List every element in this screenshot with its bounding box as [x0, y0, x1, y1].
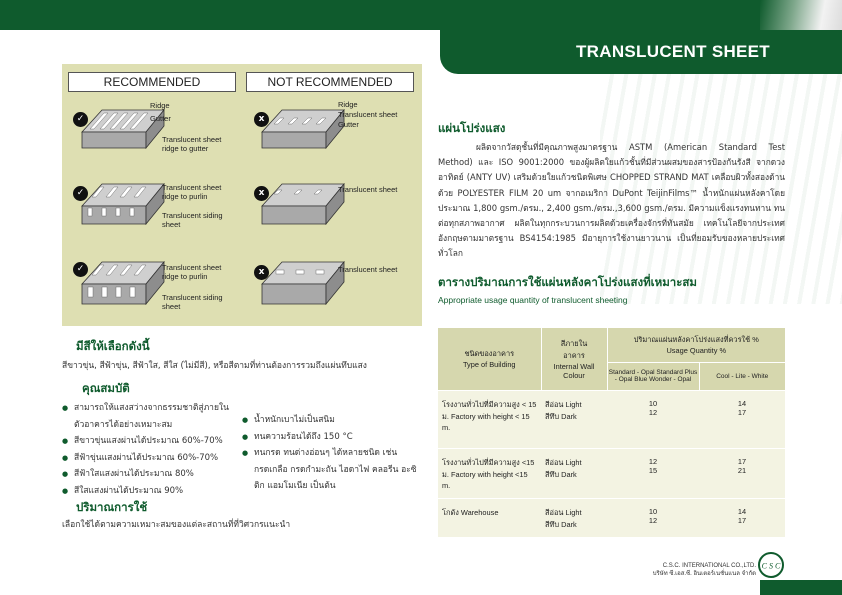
list-item: ● สีใสแสงผ่านได้ประมาณ 90% — [62, 483, 232, 500]
not-recommended-header: NOT RECOMMENDED — [246, 72, 414, 92]
cross-icon: x — [254, 112, 269, 127]
roof-diagram-panel — [62, 64, 422, 326]
header-usage-quantity: ปริมาณแผ่นหลังคาโปร่งแสงที่ควรใช้ % Usage Quantity % — [607, 328, 785, 362]
label-translucent-siding: Translucent siding sheet — [162, 293, 223, 311]
cross-icon: x — [254, 265, 269, 280]
table-row — [438, 390, 785, 448]
label-gutter: Gutter — [338, 120, 359, 129]
title-bar — [440, 30, 842, 74]
company-name-en: C.S.C. INTERNATIONAL CO.,LTD. — [662, 563, 756, 569]
table-row — [438, 498, 785, 537]
list-item: ● สีขาวขุ่นแสงผ่านได้ประมาณ 60%-70% — [62, 433, 232, 450]
label-translucent-siding: Translucent siding sheet — [162, 211, 223, 229]
label-translucent-sheet: Translucent sheet — [338, 265, 398, 274]
cell-qty-standard: 12 15 — [607, 448, 699, 498]
check-icon: ✓ — [73, 186, 88, 201]
cell-qty-cool: 14 17 — [699, 390, 785, 448]
cell-building: โรงงานทั่วไปที่มีความสูง <15 ม. Factory with height <15 m. — [438, 448, 541, 498]
label-translucent-ridge-purlin: Translucent sheet ridge to purlin — [162, 263, 222, 281]
check-icon: ✓ — [73, 112, 88, 127]
cell-building: โกดัง Warehouse — [438, 498, 541, 537]
properties-heading: คุณสมบัติ — [82, 381, 130, 395]
quantity-text: เลือกใช้ได้ตามความเหมาะสมของแต่ละสถานที่ที่วิศวกรแนะนำ — [62, 520, 291, 530]
cell-building: โรงงานทั่วไปที่มีความสูง < 15 ม. Factory with height < 15 m. — [438, 390, 541, 448]
cell-wall: สีอ่อน Light สีทึบ Dark — [541, 448, 607, 498]
usage-subheading: Appropriate usage quantity of translucent sheeting — [438, 294, 628, 305]
list-item: ● สีฟ้าใสแสงผ่านได้ประมาณ 80% — [62, 466, 232, 483]
label-ridge: Ridge — [150, 101, 170, 110]
cell-qty-standard: 10 12 — [607, 498, 699, 537]
top-decoration — [760, 0, 842, 30]
svg-text:C S C: C S C — [761, 561, 781, 571]
properties-list-left — [62, 400, 232, 499]
roof-diagram-recommended-2 — [80, 176, 165, 226]
header-wall-colour: สีภายใน อาคาร Internal Wall Colour — [541, 328, 607, 390]
list-item: ● ทนความร้อนได้ถึง 150 °C — [242, 429, 427, 446]
cell-qty-cool: 17 21 — [699, 448, 785, 498]
csc-logo-icon — [758, 552, 784, 578]
cell-qty-standard: 10 12 — [607, 390, 699, 448]
company-footer — [653, 562, 756, 578]
left-text-section — [62, 338, 432, 531]
check-icon: ✓ — [73, 262, 88, 277]
label-translucent-ridge-purlin: Translucent sheet ridge to purlin — [162, 183, 222, 201]
label-ridge: Ridge — [338, 100, 358, 109]
bottom-band — [760, 580, 842, 595]
list-item: ● สามารถให้แสงสว่างจากธรรมชาติสู่ภายในตัวอาคารได้อย่างเหมาะสม — [62, 400, 232, 433]
roof-diagram-recommended-3 — [80, 254, 165, 306]
properties-list-right — [242, 412, 427, 499]
colors-heading: มีสีให้เลือกดังนี้ — [76, 339, 150, 353]
cell-wall: สีอ่อน Light สีทึบ Dark — [541, 390, 607, 448]
cell-qty-cool: 14 17 — [699, 498, 785, 537]
top-band — [0, 0, 842, 30]
table-row — [438, 448, 785, 498]
label-translucent-sheet: Translucent sheet — [338, 110, 398, 119]
list-item: ● สีฟ้าขุ่นแสงผ่านได้ประมาณ 60%-70% — [62, 450, 232, 467]
list-item: ● น้ำหนักเบาไม่เป็นสนิม — [242, 412, 427, 429]
label-translucent-sheet: Translucent sheet — [338, 185, 398, 194]
roof-diagram-not-recommended-2 — [260, 176, 345, 226]
colors-text: สีขาวขุ่น, สีฟ้าขุ่น, สีฟ้าใส, สีใส (ไม่มีสี), หรือสีตามที่ท่านต้องการรวมถึงแผ่นทึบแสง — [62, 361, 367, 371]
list-item: ● ทนกรด ทนด่างอ่อนๆ ได้หลายชนิด เช่น กรดเกลือ กรดกำมะถัน ไฮดาไฟ คลอรีน อะซิติก แอมโมเนีย เป็นต้น — [242, 445, 427, 495]
label-gutter: Gutter — [150, 114, 171, 123]
cross-icon: x — [254, 186, 269, 201]
company-name-th: บริษัท ซี.เอส.ซี. อินเตอร์เนชั่นแนล จำกัด — [652, 571, 756, 577]
intro-paragraph: ผลิตจากวัสดุชั้นที่มีคุณภาพสูงมาตรฐาน ASTM (American Standard Test Method) และ ISO 9001:2000 ของผู้ผลิตใยแก้วชั้นที่มีส่วนผสมของสารป้องกันรังสี จากดวงอาทิตย์ (ANTY UV) เสริมด้วยใยแก้วชนิดพิเศษ CHOPPED STRAND MAT เคลือบผิวทั้งสองด้านด้วย POLYESTER FILM 20 um จากอเมริกา DuPont TeijinFilms™ น้ำหนักแผ่นหลังคาโดยประมาณ 1,800 gsm./ตรม., 2,400 gsm./ตรม.,3,600 gsm./ตรม. มีความแข็งแรงทนทาน ทนต่อทุกสภาพอากาศ ผลิตในทุกกระบวนการผลิตด้วยเครื่องจักรที่ทันสมัย เทคโนโลยีจากประเทศอังกฤษตามมาตรฐาน BS4154:1985 มีอายุการใช้งานยาวนาน เป็นที่ยอมรับของหลายประเทศทั่วโลก — [438, 142, 785, 259]
header-building: ชนิดของอาคาร Type of Building — [438, 328, 541, 390]
quantity-heading: ปริมาณการใช้ — [76, 500, 148, 514]
cell-wall: สีอ่อน Light สีทึบ Dark — [541, 498, 607, 537]
roof-diagram-not-recommended-3 — [260, 254, 345, 306]
usage-heading: ตารางปริมาณการใช้แผ่นหลังคาโปร่งแสงที่เหมาะสม — [438, 274, 698, 289]
usage-table — [438, 328, 785, 537]
intro-heading: แผ่นโปร่งแสง — [438, 121, 506, 135]
intro-section — [438, 120, 785, 305]
label-translucent-ridge-gutter: Translucent sheet ridge to gutter — [162, 135, 222, 153]
header-cool-lite-white: Cool - Lite - White — [699, 362, 785, 390]
roof-diagram-not-recommended-1 — [260, 102, 345, 150]
header-standard-opal: Standard - Opal Standard Plus - Opal Blue Wonder - Opal — [607, 362, 699, 390]
page-title: TRANSLUCENT SHEET — [576, 42, 770, 61]
recommended-header: RECOMMENDED — [68, 72, 236, 92]
